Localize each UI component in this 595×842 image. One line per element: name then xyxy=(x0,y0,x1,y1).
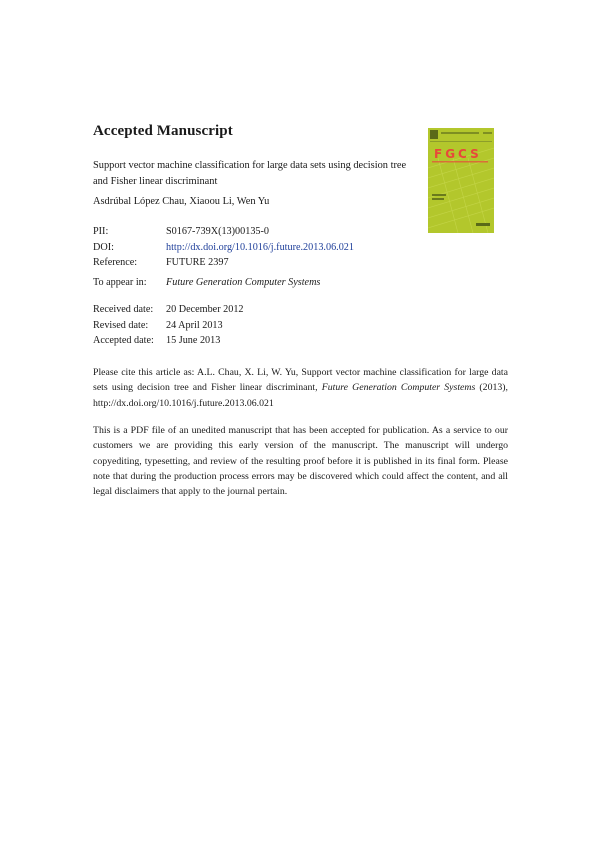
identifier-list xyxy=(93,224,354,271)
received-value: 20 December 2012 xyxy=(166,304,244,315)
citation-paragraph xyxy=(93,365,508,411)
accepted-label: Accepted date: xyxy=(93,335,154,346)
citation-journal: Future Generation Computer Systems xyxy=(321,382,476,394)
received-row xyxy=(93,302,244,318)
doi-link[interactable]: http://dx.doi.org/10.1016/j.future.2013.06.021 xyxy=(166,241,354,253)
reference-row xyxy=(93,255,354,271)
revised-label: Revised date: xyxy=(93,319,149,331)
revised-value: 24 April 2013 xyxy=(166,319,223,331)
reference-label: Reference: xyxy=(93,257,138,268)
appear-row xyxy=(93,275,320,291)
disclaimer-paragraph: This is a PDF file of an unedited manuscript that has been accepted for publication. As a service to our customers we are providing this early version of the manuscript. The manuscript will undergo copyediting, typesetting, and review of the resulting proof before it is published in its final form. Please note that during the production process errors may be discovered which could affect the content, and all legal disclaimers that apply to the journal pertain. xyxy=(93,425,508,498)
page-heading: Accepted Manuscript xyxy=(93,123,233,139)
accepted-value: 15 June 2013 xyxy=(166,335,221,346)
doi-row xyxy=(93,240,354,256)
journal-name: Future Generation Computer Systems xyxy=(166,277,321,288)
cover-logo-text: FGCS xyxy=(434,147,482,161)
article-authors: Asdrúbal López Chau, Xiaoou Li, Wen Yu xyxy=(93,196,270,207)
date-list xyxy=(93,302,244,349)
article-title: Support vector machine classification for large data sets using decision tree and Fisher linear discriminant xyxy=(93,160,407,187)
pii-value: S0167-739X(13)00135-0 xyxy=(166,226,269,237)
citation-prefix: Please cite this article as: A.L. Chau, X. Li, W. Yu, Support vector machine classification for large data sets using decision tree and Fisher linear discriminant, xyxy=(93,367,508,394)
journal-cover-image xyxy=(428,128,494,233)
revised-row xyxy=(93,318,244,334)
appear-label: To appear in: xyxy=(93,277,147,288)
doi-label: DOI: xyxy=(93,241,114,253)
pii-row xyxy=(93,224,354,240)
appear-in xyxy=(93,275,320,291)
received-label: Received date: xyxy=(93,304,154,315)
citation-suffix: (2013), http://dx.doi.org/10.1016/j.future.2013.06.021 xyxy=(93,382,508,409)
publisher-logo-mark xyxy=(430,130,438,139)
accepted-row xyxy=(93,333,244,349)
reference-value: FUTURE 2397 xyxy=(166,257,229,268)
pii-label: PII: xyxy=(93,226,109,237)
